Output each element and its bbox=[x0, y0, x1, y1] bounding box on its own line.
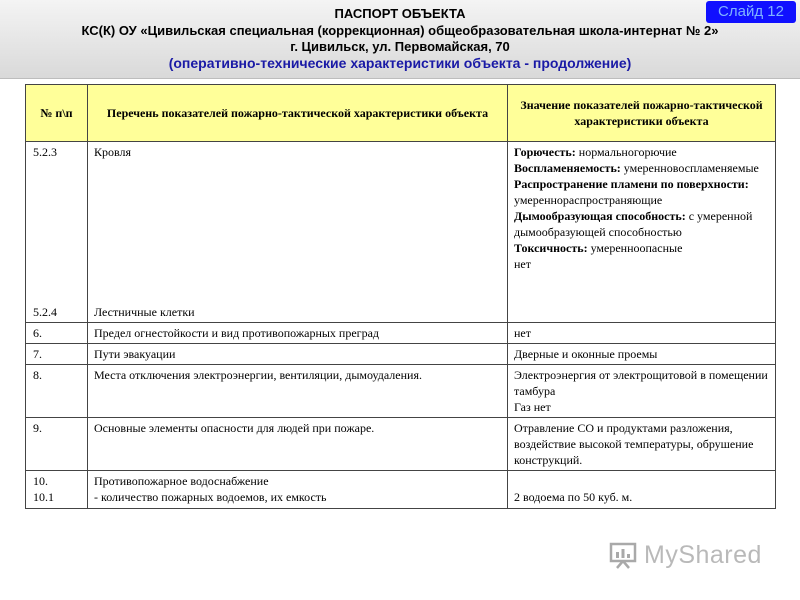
table-row bbox=[26, 471, 776, 509]
row-number: 10.1 bbox=[33, 490, 54, 504]
watermark-text: MyShared bbox=[644, 540, 762, 569]
section-subtitle: (оперативно-технические характеристики объекта - продолжение) bbox=[168, 55, 632, 71]
row-number-cell bbox=[26, 142, 88, 323]
table-header-row bbox=[26, 85, 776, 142]
row-value-cell bbox=[508, 471, 776, 509]
header-number: № п\п bbox=[26, 85, 88, 142]
row-value: Электроэнергия от электрощитовой в помещении тамбура bbox=[514, 368, 768, 398]
table-row bbox=[26, 142, 776, 323]
row-number: 7. bbox=[26, 344, 88, 365]
presentation-board-icon bbox=[608, 540, 638, 570]
passport-title: ПАСПОРТ ОБЪЕКТА bbox=[334, 6, 466, 21]
row-number: 5.2.3 bbox=[33, 145, 57, 159]
row-value-cell bbox=[508, 142, 776, 323]
value-item: Распространение пламени по поверхности: умереннораспространяющие bbox=[514, 177, 749, 207]
row-value: Дверные и оконные проемы bbox=[508, 344, 776, 365]
row-name: Противопожарное водоснабжение bbox=[94, 474, 269, 488]
row-name: Кровля bbox=[94, 145, 132, 159]
row-number-cell bbox=[26, 471, 88, 509]
table-row bbox=[26, 323, 776, 344]
row-name: Лестничные клетки bbox=[94, 305, 195, 319]
row-number: 10. bbox=[33, 474, 48, 488]
row-number: 5.2.4 bbox=[33, 305, 57, 319]
row-name: - количество пожарных водоемов, их емкость bbox=[94, 490, 327, 504]
row-name-cell bbox=[88, 142, 508, 323]
row-name-cell bbox=[88, 471, 508, 509]
row-name: Основные элементы опасности для людей при пожаре. bbox=[88, 418, 508, 471]
table-row bbox=[26, 344, 776, 365]
myshared-watermark[interactable] bbox=[608, 538, 762, 572]
characteristics-table bbox=[25, 84, 776, 509]
organization-name: КС(К) ОУ «Цивильская специальная (коррекционная) общеобразовательная школа-интернат № 2» bbox=[81, 23, 719, 38]
row-value: 2 водоема по 50 куб. м. bbox=[514, 490, 633, 504]
table-row bbox=[26, 418, 776, 471]
row-value: Отравление СО и продуктами разложения, воздействие высокой температуры, обрушение конструкций. bbox=[508, 418, 776, 471]
value-item: нет bbox=[514, 257, 531, 271]
row-value: Газ нет bbox=[514, 400, 551, 414]
slide-header bbox=[0, 0, 800, 79]
row-number: 8. bbox=[26, 365, 88, 418]
slide-number-badge: Слайд 12 bbox=[706, 1, 796, 23]
header-indicator-list: Перечень показателей пожарно-тактической характеристики объекта bbox=[88, 85, 508, 142]
row-value: нет bbox=[508, 323, 776, 344]
row-name: Предел огнестойкости и вид противопожарных преград bbox=[88, 323, 508, 344]
header-indicator-values: Значение показателей пожарно-тактической характеристики объекта bbox=[508, 85, 776, 142]
row-name: Пути эвакуации bbox=[88, 344, 508, 365]
row-name: Места отключения электроэнергии, вентиляции, дымоудаления. bbox=[88, 365, 508, 418]
value-item: Воспламеняемость: умеренновоспламеняемые bbox=[514, 161, 759, 175]
row-number: 9. bbox=[26, 418, 88, 471]
address-line: г. Цивильск, ул. Первомайская, 70 bbox=[290, 39, 510, 54]
value-item: Токсичность: умеренноопасные bbox=[514, 241, 683, 255]
row-number: 6. bbox=[26, 323, 88, 344]
value-item: Дымообразующая способность: с умеренной дымообразующей способностью bbox=[514, 209, 753, 239]
row-value-cell bbox=[508, 365, 776, 418]
table-row bbox=[26, 365, 776, 418]
value-item: Горючесть: нормальногорючие bbox=[514, 145, 677, 159]
